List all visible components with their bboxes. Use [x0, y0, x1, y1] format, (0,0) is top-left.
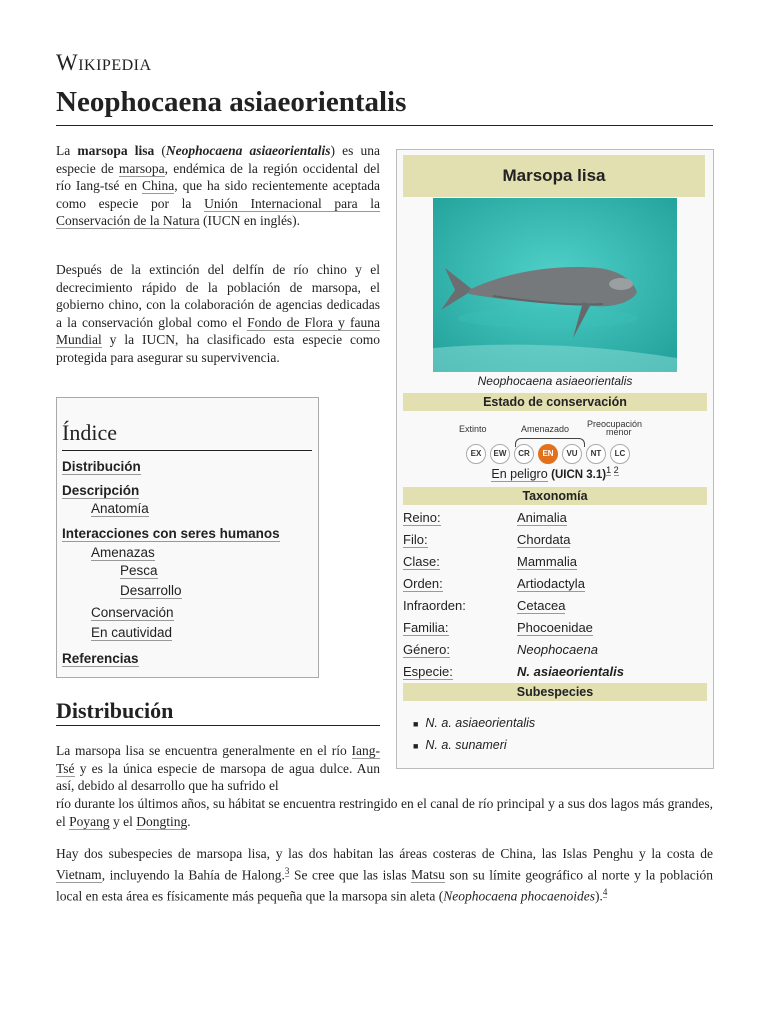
taxonomy-rank-link[interactable]: Especie:	[403, 664, 453, 679]
status-lc[interactable]: LC	[610, 444, 630, 464]
toc-link[interactable]: Interacciones con seres humanos	[62, 526, 280, 541]
text: .	[187, 813, 191, 829]
species-infobox	[396, 149, 714, 769]
taxonomy-value-link[interactable]: Cetacea	[517, 598, 566, 613]
subspecies-name: N. a. sunameri	[425, 738, 507, 752]
taxonomy-row	[403, 661, 707, 683]
toc-link[interactable]: Referencias	[62, 651, 139, 666]
intro-paragraph-2	[56, 261, 380, 366]
taxonomy-value-link[interactable]: Animalia	[517, 510, 567, 525]
toc-divider	[62, 450, 312, 451]
text: (	[154, 143, 166, 158]
taxonomy-rank: Infraorden:	[403, 598, 466, 613]
text: , endémica de la región occidental del río Iang-tsé en	[56, 160, 380, 193]
label-concern-2: menor	[606, 427, 632, 437]
toc-item	[62, 483, 139, 498]
distribucion-paragraph-1b	[56, 795, 713, 830]
table-of-contents	[56, 397, 319, 678]
text: La marsopa lisa se encuentra generalmente en el río	[56, 743, 352, 758]
distribucion-paragraph-2	[56, 845, 713, 905]
taxonomy-row	[403, 573, 707, 595]
toc-item	[91, 545, 155, 560]
toc-item	[120, 583, 182, 598]
taxonomy-rank-link[interactable]: Familia:	[403, 620, 449, 635]
taxonomy-value-link[interactable]: Neophocaena	[517, 642, 598, 657]
taxonomy-row	[403, 507, 707, 529]
toc-link[interactable]: Pesca	[120, 563, 158, 578]
text: ).	[595, 888, 603, 903]
taxonomy-row	[403, 639, 707, 661]
text: ) es una especie de	[56, 143, 380, 176]
toc-link[interactable]: Distribución	[62, 459, 141, 474]
page-title: Neophocaena asiaeorientalis	[56, 86, 407, 118]
bold-term: marsopa lisa	[77, 143, 155, 158]
wikipedia-logo[interactable]	[56, 50, 152, 76]
link-china[interactable]: China	[142, 178, 175, 193]
link-vietnam[interactable]: Vietnam	[56, 867, 102, 882]
status-source: (UICN 3.1)	[551, 469, 607, 482]
taxonomy-row	[403, 551, 707, 573]
text: Se cree que las islas	[289, 867, 412, 882]
taxonomy-value-link[interactable]: Artiodactyla	[517, 576, 585, 591]
taxonomy-row	[403, 617, 707, 639]
ref-4[interactable]: 4	[602, 886, 608, 897]
distribucion-paragraph-1a	[56, 742, 380, 795]
text: Después de la extinción del delfín de río chino y el decrecimiento rápido de la población de marsopa, el gobierno chino, con la colaboración de agencias dedicadas a la conservación global como el	[56, 262, 380, 330]
text: y la IUCN, ha clasificado esta especie como protegida para asegurar su supervivencia.	[56, 332, 380, 365]
logo-text: Wikipedia	[56, 50, 152, 75]
taxonomy-rank-link[interactable]: Reino:	[403, 510, 441, 525]
link-poyang[interactable]: Poyang	[69, 813, 110, 829]
taxonomy-value-link[interactable]: Mammalia	[517, 554, 577, 569]
taxonomy-row	[403, 529, 707, 551]
taxonomy-rank-link[interactable]: Filo:	[403, 532, 428, 547]
status-line	[397, 465, 713, 481]
toc-item	[62, 651, 139, 666]
taxonomy-value-link[interactable]: Phocoenidae	[517, 620, 593, 635]
text: La	[56, 143, 78, 158]
conservation-header: Estado de conservación	[403, 393, 707, 411]
text: Hay dos subespecies de marsopa lisa, y las dos habitan las áreas costeras de China, las Islas Penghu y la costa de	[56, 846, 713, 861]
text: son su límite geográfico al norte y la población local en esta área es físicamente más pequeña que la marsopa sin aleta (	[56, 867, 713, 903]
status-ew[interactable]: EW	[490, 444, 510, 464]
status-en[interactable]: EN	[538, 444, 558, 464]
toc-item	[62, 526, 280, 541]
text: (IUCN en inglés).	[199, 213, 301, 228]
infobox-title: Marsopa lisa	[403, 155, 705, 197]
porpoise-image[interactable]	[433, 198, 677, 372]
ref-3[interactable]: 3	[284, 865, 290, 876]
link-iang-tse[interactable]: Iang-Tsé	[56, 743, 380, 776]
toc-link[interactable]: Descripción	[62, 483, 140, 498]
image-caption: Neophocaena asiaeorientalis	[477, 374, 633, 388]
taxonomy-rank-link[interactable]: Orden:	[403, 576, 443, 591]
status-text-link[interactable]: En peligro	[491, 467, 548, 482]
toc-link[interactable]: Conservación	[91, 605, 174, 620]
link-dongting[interactable]: Dongting	[136, 813, 188, 829]
ref-2[interactable]: 2	[613, 465, 619, 475]
toc-link[interactable]: Desarrollo	[120, 583, 182, 598]
toc-item	[120, 563, 158, 578]
status-nt[interactable]: NT	[586, 444, 606, 464]
status-vu[interactable]: VU	[562, 444, 582, 464]
label-concern-1: Preocupación	[587, 419, 643, 429]
link-fondo[interactable]: Fondo de Flora y fauna Mundial	[56, 314, 380, 347]
section-heading-distribucion: Distribución	[56, 698, 174, 723]
link-matsu[interactable]: Matsu	[411, 867, 445, 882]
text: río durante los últimos años, su hábitat se encuentra restringido en el canal de río principal y a sus dos lagos más grandes, el	[56, 796, 713, 829]
toc-item	[91, 501, 149, 516]
bullet-icon: ■	[413, 719, 419, 729]
status-ex[interactable]: EX	[466, 444, 486, 464]
toc-item	[91, 605, 174, 620]
status-cr[interactable]: CR	[514, 444, 534, 464]
title-divider	[56, 125, 713, 126]
text: y el	[109, 813, 137, 829]
link-uicn[interactable]: Unión Internacional para la Conservación de la Natura	[56, 195, 381, 228]
toc-item	[62, 459, 141, 474]
toc-link[interactable]: En cautividad	[91, 625, 173, 640]
taxonomy-rank-link[interactable]: Clase:	[403, 554, 440, 569]
subspecies-item	[413, 716, 535, 730]
link-marsopa[interactable]: marsopa	[118, 160, 165, 176]
text: , que ha sido recientemente aceptada como especie por la	[56, 178, 380, 211]
toc-heading: Índice	[62, 420, 117, 445]
taxonomy-species: N. asiaeorientalis	[517, 664, 624, 679]
label-extinct: Extinto	[459, 424, 487, 434]
link-neophocaena-phocaenoides[interactable]: Neophocaena phocaenoides	[443, 888, 596, 903]
taxonomy-rank-link[interactable]: Género:	[403, 642, 450, 657]
toc-item	[91, 625, 172, 640]
subspecies-name: N. a. asiaeorientalis	[425, 716, 536, 730]
subspecies-item	[413, 738, 507, 752]
toc-link[interactable]: Amenazas	[91, 545, 155, 560]
text: y es la única especie de marsopa de agua dulce. Aun así, debido al desarrollo que ha sufrido el	[56, 760, 380, 793]
text: , incluyendo la Bahía de Halong.	[101, 867, 285, 882]
taxonomy-header: Taxonomía	[403, 487, 707, 505]
taxonomy-value-link[interactable]: Chordata	[517, 532, 571, 547]
subspecies-header: Subespecies	[403, 683, 707, 701]
label-threatened: Amenazado	[521, 424, 570, 434]
taxonomy-row	[403, 595, 707, 617]
scientific-name: Neophocaena asiaeorientalis	[165, 143, 331, 158]
intro-paragraph-1	[56, 142, 380, 230]
section-divider	[56, 725, 380, 726]
ref-1[interactable]: 1	[606, 465, 612, 475]
toc-link[interactable]: Anatomía	[91, 501, 149, 516]
bullet-icon: ■	[413, 741, 419, 751]
